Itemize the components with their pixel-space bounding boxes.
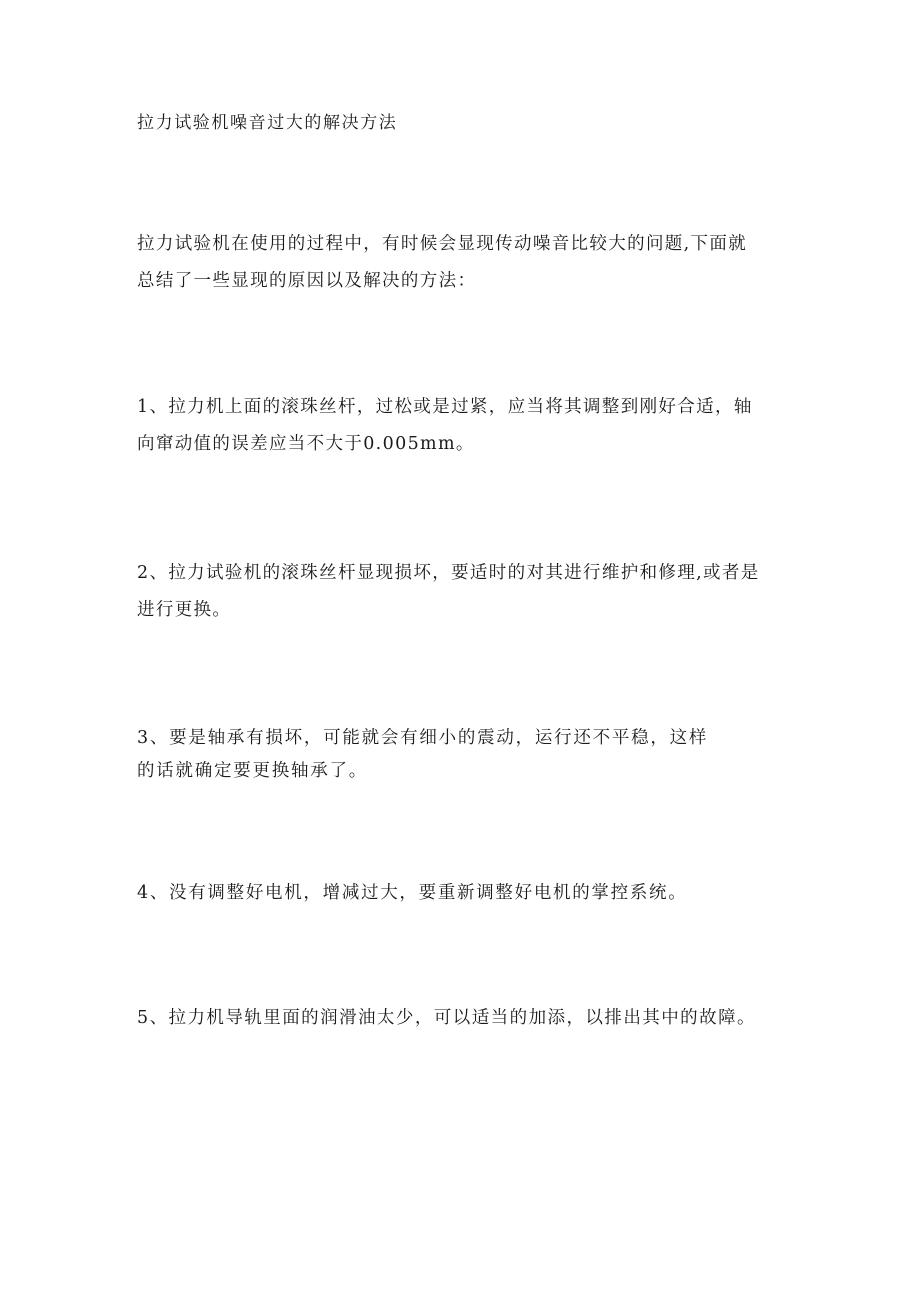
item-1-paragraph	[137, 389, 793, 463]
item-3-paragraph	[137, 722, 793, 788]
item-3-line-1: 3、要是轴承有损坏，可能就会有细小的震动，运行还不平稳，这样	[137, 728, 709, 748]
item-2-line-2: 进行更换。	[137, 600, 232, 620]
document-title: 拉力试验机噪音过大的解决方法	[137, 113, 398, 133]
item-2-line-1: 2、拉力试验机的滚珠丝杆显现损坏，要适时的对其进行维护和修理,或者是	[137, 563, 760, 583]
item-5-line-1: 5、拉力机导轨里面的润滑油太少，可以适当的加添，以排出其中的故障。	[137, 1008, 756, 1028]
intro-paragraph	[137, 226, 793, 300]
item-4-paragraph	[137, 875, 793, 912]
item-2-paragraph	[137, 555, 793, 629]
intro-line-2: 总结了一些显现的原因以及解决的方法：	[137, 271, 477, 291]
item-1-line-1: 1、拉力机上面的滚珠丝杆，过松或是过紧，应当将其调整到刚好合适，轴	[137, 397, 753, 417]
item-4-line-1: 4、没有调整好电机，增减过大，要重新调整好电机的掌控系统。	[137, 883, 688, 903]
item-5-paragraph	[137, 1000, 793, 1037]
item-1-line-2: 向窜动值的误差应当不大于0.005mm。	[137, 434, 475, 454]
item-3-line-2: 的话就确定要更换轴承了。	[137, 761, 368, 781]
intro-line-1: 拉力试验机在使用的过程中，有时候会显现传动噪音比较大的问题,下面就	[137, 234, 748, 254]
